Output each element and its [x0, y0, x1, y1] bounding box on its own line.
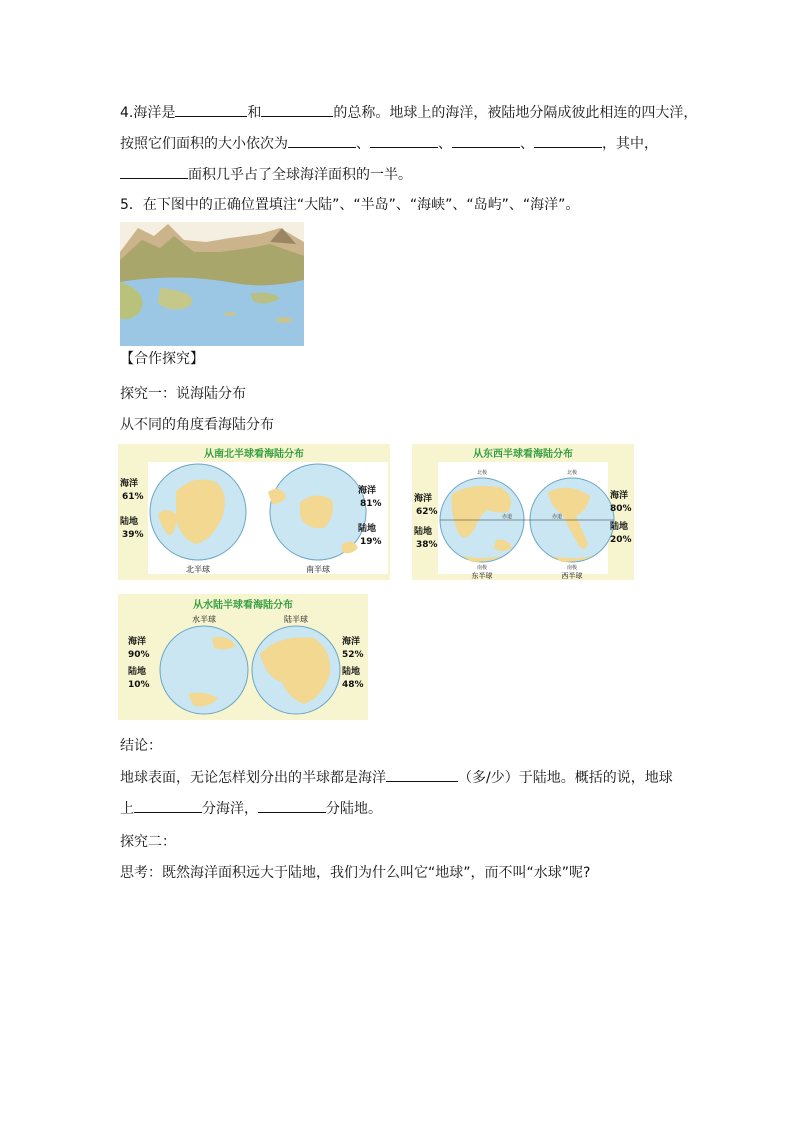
q4-line-3 — [120, 164, 412, 185]
answer-blank[interactable] — [120, 164, 188, 179]
ocean-label: 海洋 — [120, 479, 139, 489]
land-label: 陆地 — [128, 667, 147, 677]
land-pct: 48% — [342, 680, 364, 690]
land-pct: 38% — [416, 540, 438, 550]
figure-title: 从南北半球看海陆分布 — [204, 449, 304, 460]
answer-blank[interactable] — [258, 798, 326, 813]
q4-text-a: 4.海洋是 — [120, 105, 176, 121]
answer-blank[interactable] — [534, 133, 602, 148]
conclusion-text-a: 上 — [120, 801, 134, 817]
conclusion-label: 结论： — [120, 738, 162, 754]
hemisphere-name: 东半球 — [471, 572, 493, 580]
q4-text-a: 按照它们面积的大小依次为 — [120, 136, 288, 152]
hemisphere-name: 北半球 — [186, 565, 210, 574]
land-label: 陆地 — [414, 527, 433, 537]
hemisphere-name: 水半球 — [192, 615, 216, 624]
pole-label: 北极 — [566, 470, 578, 476]
explore-1-heading: 探究一：说海陆分布 — [120, 386, 246, 402]
q4-text-b: 和 — [247, 105, 262, 121]
figure-title: 从水陆半球看海陆分布 — [193, 600, 293, 611]
q4-line-1 — [120, 102, 697, 123]
think-question: 思考：既然海洋面积远大于陆地，我们为什么叫它“地球”，而不叫“水球”呢? — [120, 865, 591, 881]
equator-label: 赤道 — [502, 514, 513, 520]
land-pct: 39% — [122, 530, 144, 540]
ocean-pct: 62% — [416, 507, 438, 517]
equator-label: 赤道 — [552, 514, 563, 520]
explore-2-label: 探究二： — [120, 834, 176, 850]
land-pct: 19% — [360, 537, 382, 547]
separator: 、 — [356, 136, 370, 152]
hemisphere-name: 陆半球 — [284, 615, 308, 624]
ocean-pct: 61% — [122, 492, 144, 502]
land-label: 陆地 — [610, 522, 629, 532]
separator: 、 — [520, 136, 534, 152]
ocean-label: 海洋 — [342, 637, 361, 647]
ocean-pct: 52% — [342, 650, 364, 660]
conclusion-text-b: （多/少）于陆地。概括的说，地球 — [458, 770, 673, 786]
pole-label: 北极 — [476, 470, 488, 476]
separator: 、 — [438, 136, 452, 152]
land-pct: 20% — [610, 535, 632, 545]
figure-title: 从东西半球看海陆分布 — [473, 449, 573, 460]
ocean-label: 海洋 — [414, 494, 433, 504]
pole-label: 南极 — [476, 565, 488, 571]
figure-water-land — [118, 594, 368, 720]
ocean-label: 海洋 — [128, 637, 147, 647]
conclusion-text-c: 分陆地。 — [326, 801, 382, 817]
conclusion-line-1 — [120, 767, 673, 788]
answer-blank[interactable] — [452, 133, 520, 148]
answer-blank[interactable] — [288, 133, 356, 148]
conclusion-text-b: 分海洋， — [202, 801, 258, 817]
land-label: 陆地 — [342, 667, 361, 677]
hemisphere-name: 西半球 — [561, 572, 583, 580]
ocean-pct: 90% — [128, 650, 150, 660]
ocean-pct: 81% — [360, 499, 382, 509]
section-title: 【合作探究】 — [120, 351, 204, 367]
ocean-label: 海洋 — [358, 486, 377, 496]
figure-north-south — [118, 444, 390, 580]
hemisphere-name: 南半球 — [306, 565, 330, 574]
q4-text-c: 的总称。地球上的海洋，被陆地分隔成彼此相连的四大洋， — [333, 105, 698, 121]
landscape-image — [120, 222, 304, 346]
ocean-label: 海洋 — [610, 491, 629, 501]
conclusion-text-a: 地球表面，无论怎样划分出的半球都是海洋 — [120, 770, 386, 786]
land-label: 陆地 — [120, 517, 139, 527]
q4-text-end: ，其中， — [602, 136, 658, 152]
q4-line-2 — [120, 133, 658, 154]
figure-east-west — [412, 444, 634, 580]
answer-blank[interactable] — [370, 133, 438, 148]
answer-blank[interactable] — [175, 102, 247, 117]
ocean-pct: 80% — [610, 504, 632, 514]
answer-blank[interactable] — [134, 798, 202, 813]
pole-label: 南极 — [566, 565, 578, 571]
conclusion-line-2 — [120, 798, 382, 819]
q4-text-a: 面积几乎占了全球海洋面积的一半。 — [188, 167, 412, 183]
q5-text: 5．在下图中的正确位置填注“大陆”、“半岛”、“海峡”、“岛屿”、“海洋”。 — [120, 197, 580, 213]
answer-blank[interactable] — [386, 767, 458, 782]
answer-blank[interactable] — [261, 102, 333, 117]
subtitle: 从不同的角度看海陆分布 — [120, 417, 274, 433]
land-pct: 10% — [128, 680, 150, 690]
land-label: 陆地 — [358, 524, 377, 534]
